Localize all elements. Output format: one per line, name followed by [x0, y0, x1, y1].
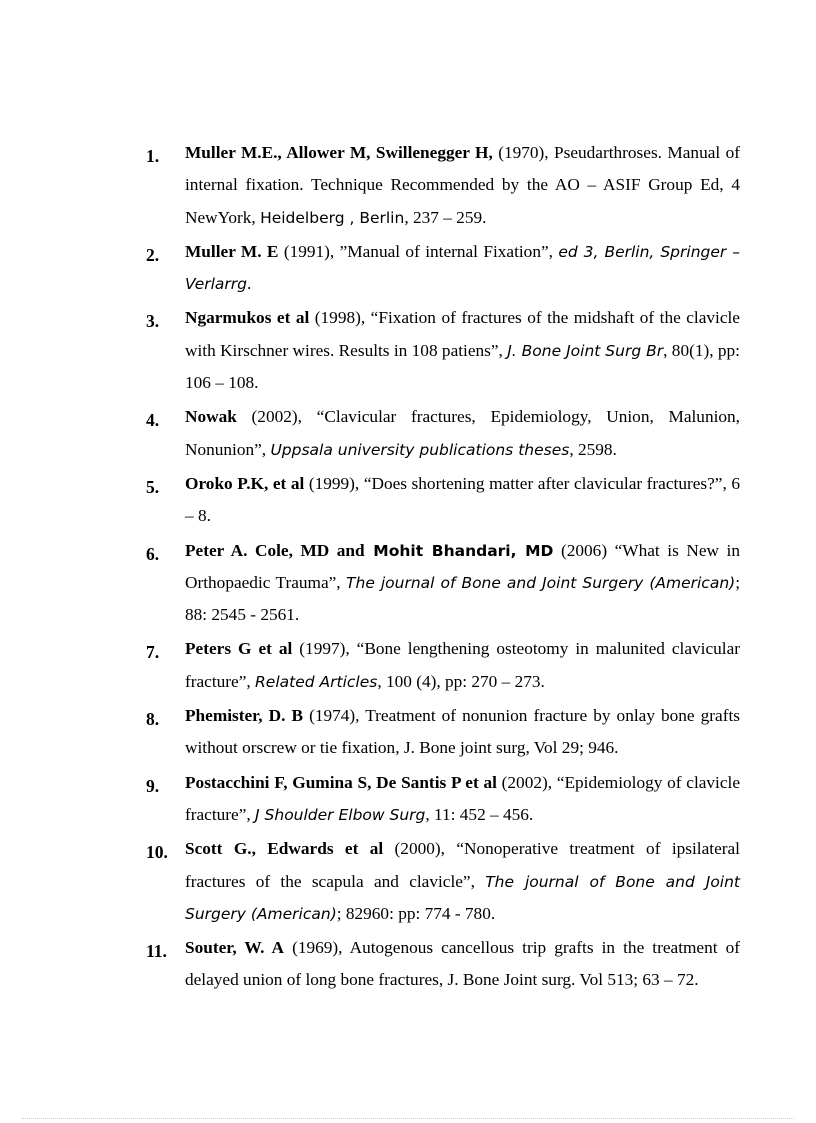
reference-pages: , 100 (4), pp: 270 – 273. — [377, 671, 545, 691]
reference-journal: The journal of Bone and Joint Surgery (American) — [346, 573, 736, 592]
reference-text — [185, 932, 740, 997]
reference-item — [146, 535, 740, 632]
reference-authors: Muller M.E., Allower M, Swillenegger H, — [185, 143, 493, 162]
reference-pages: ; 82960: pp: 774 - 780. — [336, 903, 496, 923]
reference-text — [185, 833, 740, 930]
reference-details: (1997), “Bone lengthening osteotomy in malunited clavicular fracture”, — [185, 639, 740, 691]
reference-details: (2006) “What is New in Orthopaedic Trauma”, — [185, 540, 740, 592]
reference-pages: , 237 – 259. — [404, 207, 487, 227]
reference-number: 2. — [146, 244, 160, 265]
reference-number: 7. — [146, 642, 160, 663]
reference-pages: , 2598. — [569, 439, 617, 459]
page-bottom-divider — [22, 1118, 794, 1119]
reference-number: 9. — [146, 775, 160, 796]
reference-details: (2000), “Nonoperative treatment of ipsilateral fractures of the scapula and clavicle”, — [185, 839, 740, 891]
reference-text — [185, 236, 740, 301]
reference-journal: Uppsala university publications theses — [270, 440, 570, 459]
reference-journal: The journal of Bone and Joint Surgery (American) — [185, 872, 741, 923]
reference-text — [185, 700, 740, 765]
reference-text — [185, 137, 740, 234]
reference-details: (1991), ”Manual of internal Fixation”, — [278, 241, 559, 261]
reference-item — [146, 302, 740, 399]
reference-text — [185, 401, 740, 466]
reference-text — [185, 302, 740, 399]
reference-authors: Souter, W. A — [185, 938, 285, 958]
reference-item — [146, 767, 740, 832]
reference-number: 8. — [146, 709, 160, 730]
reference-details: (1970), Pseudarthroses. Manual of internal fixation. Technique Recommended by the AO – ASIF Group Ed, 4 NewYork, — [185, 143, 740, 227]
reference-item — [146, 137, 740, 234]
reference-details: (1999), “Does shortening matter after clavicular fractures?”, 6 – 8. — [185, 473, 740, 526]
reference-text — [185, 468, 740, 533]
reference-pages: , 80(1), pp: 106 – 108. — [185, 340, 740, 393]
reference-number: 1. — [146, 146, 160, 166]
reference-number: 3. — [146, 311, 160, 332]
reference-authors: Nowak — [185, 407, 237, 427]
reference-authors: Scott G., Edwards et al — [185, 839, 384, 859]
reference-list — [146, 137, 740, 999]
reference-authors: Postacchini F, Gumina S, De Santis P et al — [185, 772, 497, 792]
reference-journal: Related Articles — [255, 672, 378, 691]
reference-location: Heidelberg , Berlin — [260, 208, 405, 227]
reference-journal: J Shoulder Elbow Surg — [255, 805, 426, 824]
reference-journal: J. Bone Joint Surg Br — [507, 341, 664, 360]
reference-authors-secondary: Mohit Bhandari, MD — [364, 541, 554, 560]
reference-pages: . — [247, 274, 252, 294]
reference-item — [146, 468, 740, 533]
reference-text — [185, 767, 740, 832]
reference-number: 4. — [146, 410, 160, 431]
reference-details: (2002), “Epidemiology of clavicle fracture”, — [185, 772, 740, 824]
reference-pages: ; 88: 2545 - 2561. — [185, 572, 740, 625]
reference-item — [146, 401, 740, 466]
reference-number: 10. — [146, 842, 168, 863]
reference-authors: Muller M. E — [185, 241, 279, 261]
reference-number: 11. — [146, 941, 167, 962]
reference-number: 5. — [146, 476, 160, 497]
reference-number: 6. — [146, 543, 160, 564]
reference-authors: Peter A. Cole, MD and — [185, 540, 365, 560]
reference-item — [146, 932, 740, 997]
reference-details: (1974), Treatment of nonunion fracture by onlay bone grafts without orscrew or tie fixation, J. Bone joint surg, Vol 29; 946. — [185, 706, 741, 758]
reference-item — [146, 236, 740, 301]
reference-authors: Oroko P.K, et al — [185, 473, 305, 493]
reference-text — [185, 535, 740, 632]
reference-text — [185, 633, 740, 698]
reference-details: (1969), Autogenous cancellous trip grafts in the treatment of delayed union of long bone fractures, J. Bone Joint surg. Vol 513; 63 – 72. — [185, 938, 741, 990]
reference-item — [146, 633, 740, 698]
reference-authors: Ngarmukos et al — [185, 308, 310, 328]
reference-pages: , 11: 452 – 456. — [425, 804, 534, 824]
reference-details: (2002), “Clavicular fractures, Epidemiology, Union, Malunion, Nonunion”, — [185, 407, 740, 459]
reference-authors: Peters G et al — [185, 639, 293, 659]
reference-item — [146, 700, 740, 765]
reference-authors: Phemister, D. B — [185, 706, 304, 726]
reference-item — [146, 833, 740, 930]
reference-details: (1998), “Fixation of fractures of the midshaft of the clavicle with Kirschner wires. Results in 108 patiens”, — [185, 308, 740, 360]
reference-journal: ed 3, Berlin, Springer – Verlarrg — [185, 242, 740, 294]
